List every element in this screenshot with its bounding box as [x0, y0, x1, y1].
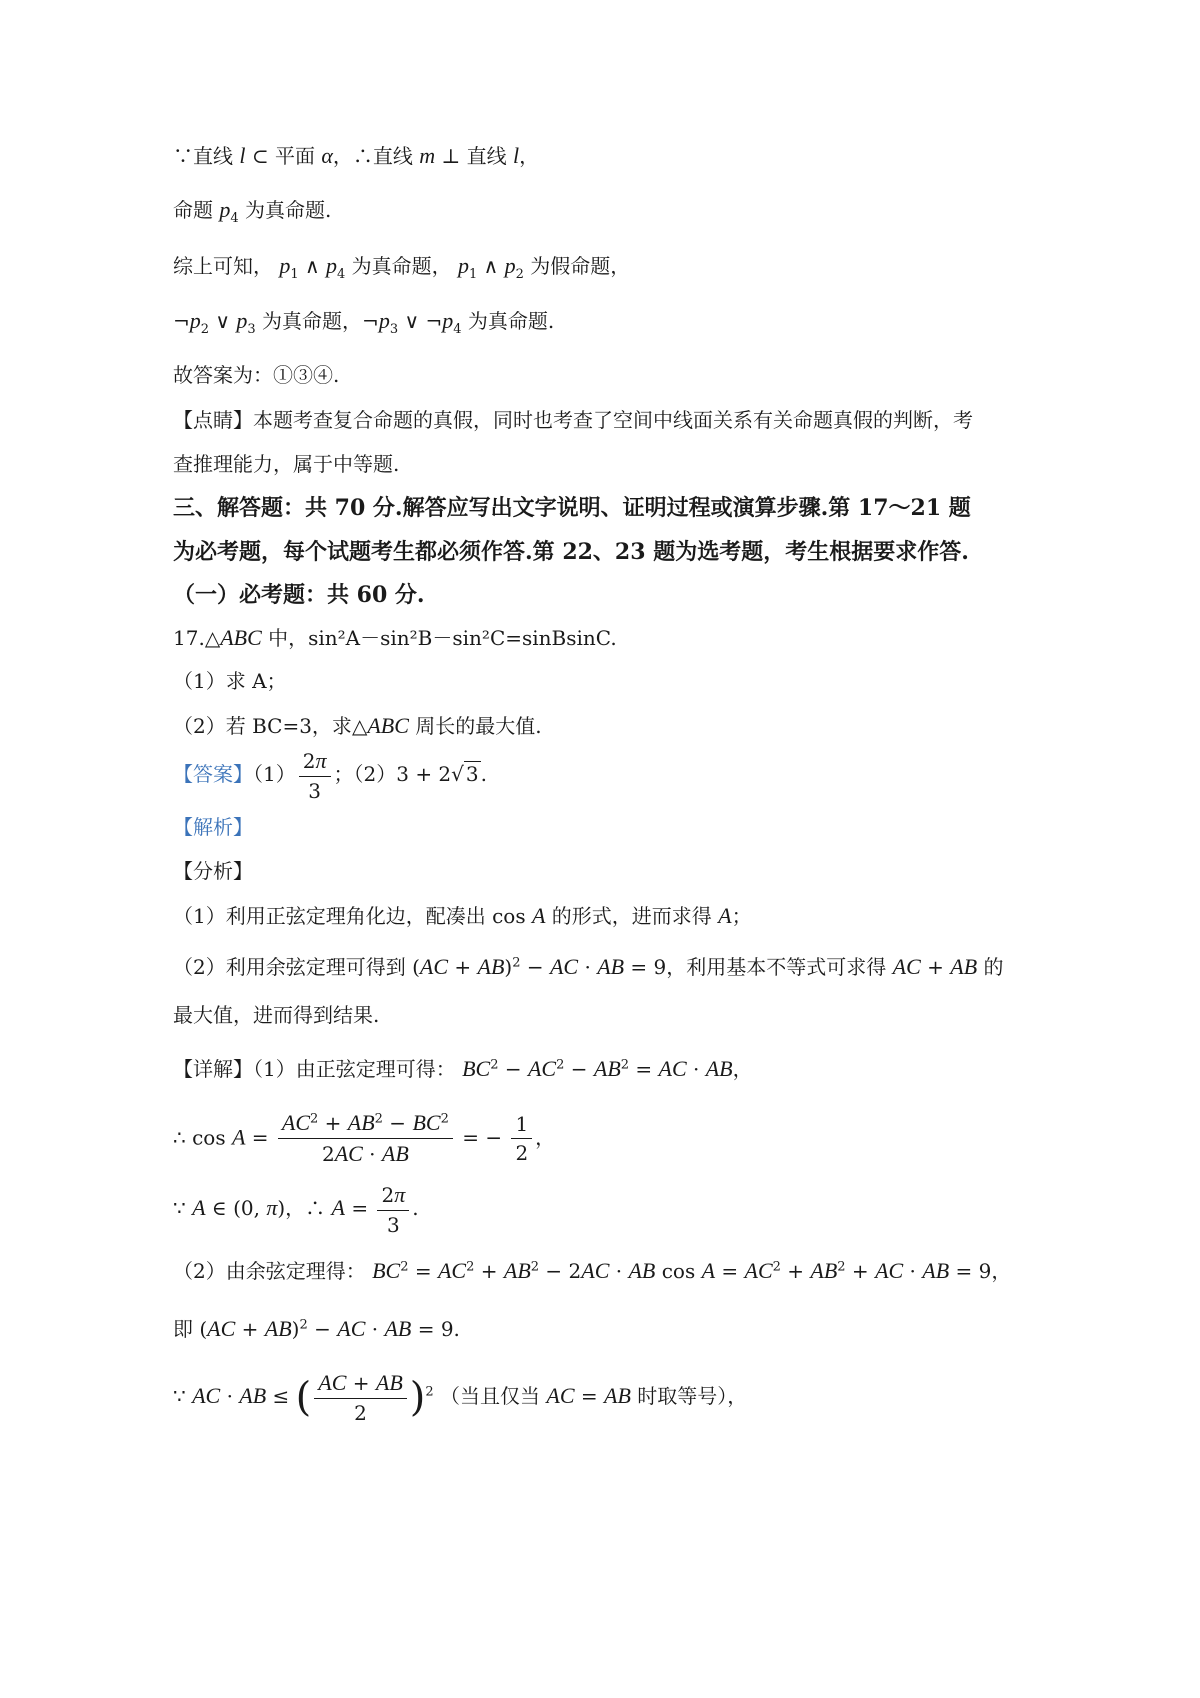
analysis-line-2: （2）利用余弦定理可得到 (AC + AB)$^2$ − AC · AB = 9，利用基本不等式可求得 AC + AB 的	[173, 954, 1004, 979]
fenxi-label: 【分析】	[173, 859, 253, 883]
analysis-line-3: 最大值，进而得到结果.	[173, 1003, 380, 1027]
text-line-6: 【点睛】本题考查复合命题的真假，同时也考查了空间中线面关系有关命题真假的判断，考	[173, 408, 973, 432]
detail-line-range: ∵ A ∈ (0, π)，∴ A = $\frac{2\pi}{3}$ .	[173, 1182, 419, 1238]
jiexi-label: 【解析】	[173, 815, 253, 839]
detail-line-4: ∵ AC · AB ≤ ( $\frac{AC + AB}{2}$ )$^2$ （当且仅当 AC = AB 时取等号），	[173, 1370, 748, 1426]
text-line-1: ∵直线 l ⊂ 平面 α，∴直线 m ⊥ 直线 l，	[173, 143, 540, 168]
text-line-3: 综上可知， $p_1$ ∧ $p_4$ 为真命题， $p_1$ ∧ $p_2$ 为假命题，	[173, 253, 631, 282]
section-heading-3: （一）必考题：共 60 分.	[173, 582, 425, 608]
text-line-5: 故答案为：①③④.	[173, 363, 340, 387]
analysis-line-1: （1）利用正弦定理角化边，配凑出 cos A 的形式，进而求得 A；	[173, 903, 752, 928]
question-17: 17.△ABC 中，sin²A－sin²B－sin²C=sinBsinC.	[173, 625, 617, 650]
text-line-2: 命题 $p_4$ 为真命题.	[173, 197, 332, 226]
question-17-part-2: （2）若 BC=3，求△ABC 周长的最大值.	[173, 713, 542, 738]
detail-line-3: 即 (AC + AB)$^2$ − AC · AB = 9.	[173, 1316, 460, 1341]
detail-line-2: （2）由余弦定理得： $BC^2 = AC^2 + AB^2 - 2AC$ · AB $\cos A = AC^2 + AB^2$ + AC · AB = 9，	[173, 1258, 1012, 1283]
text-line-7: 查推理能力，属于中等题.	[173, 452, 400, 476]
detail-line-1: 【详解】（1）由正弦定理可得： $BC^2 - AC^2 - AB^2$ = AC · AB，	[173, 1056, 753, 1081]
section-heading-2: 为必考题，每个试题考生都必须作答.第 22、23 题为选考题，考生根据要求作答.	[173, 539, 969, 565]
text-line-4: $\neg p_2$ ∨ $p_3$ 为真命题，$\neg p_3$ ∨ $\neg p_4$ 为真命题.	[173, 308, 555, 337]
section-heading-1: 三、解答题：共 70 分.解答应写出文字说明、证明过程或演算步骤.第 17～21 题	[173, 495, 971, 521]
detail-line-cos: ∴ cos A = $\frac{AC^2 + AB^2 - BC^2}{2AC \cdot AB}$ = − $\frac{1}{2}$ ，	[173, 1110, 556, 1167]
answer-line: 【答案】（1） $\frac{2\pi}{3}$ ；（2）3 + 2√ 3 .	[173, 748, 487, 804]
question-17-part-1: （1）求 A；	[173, 669, 287, 693]
